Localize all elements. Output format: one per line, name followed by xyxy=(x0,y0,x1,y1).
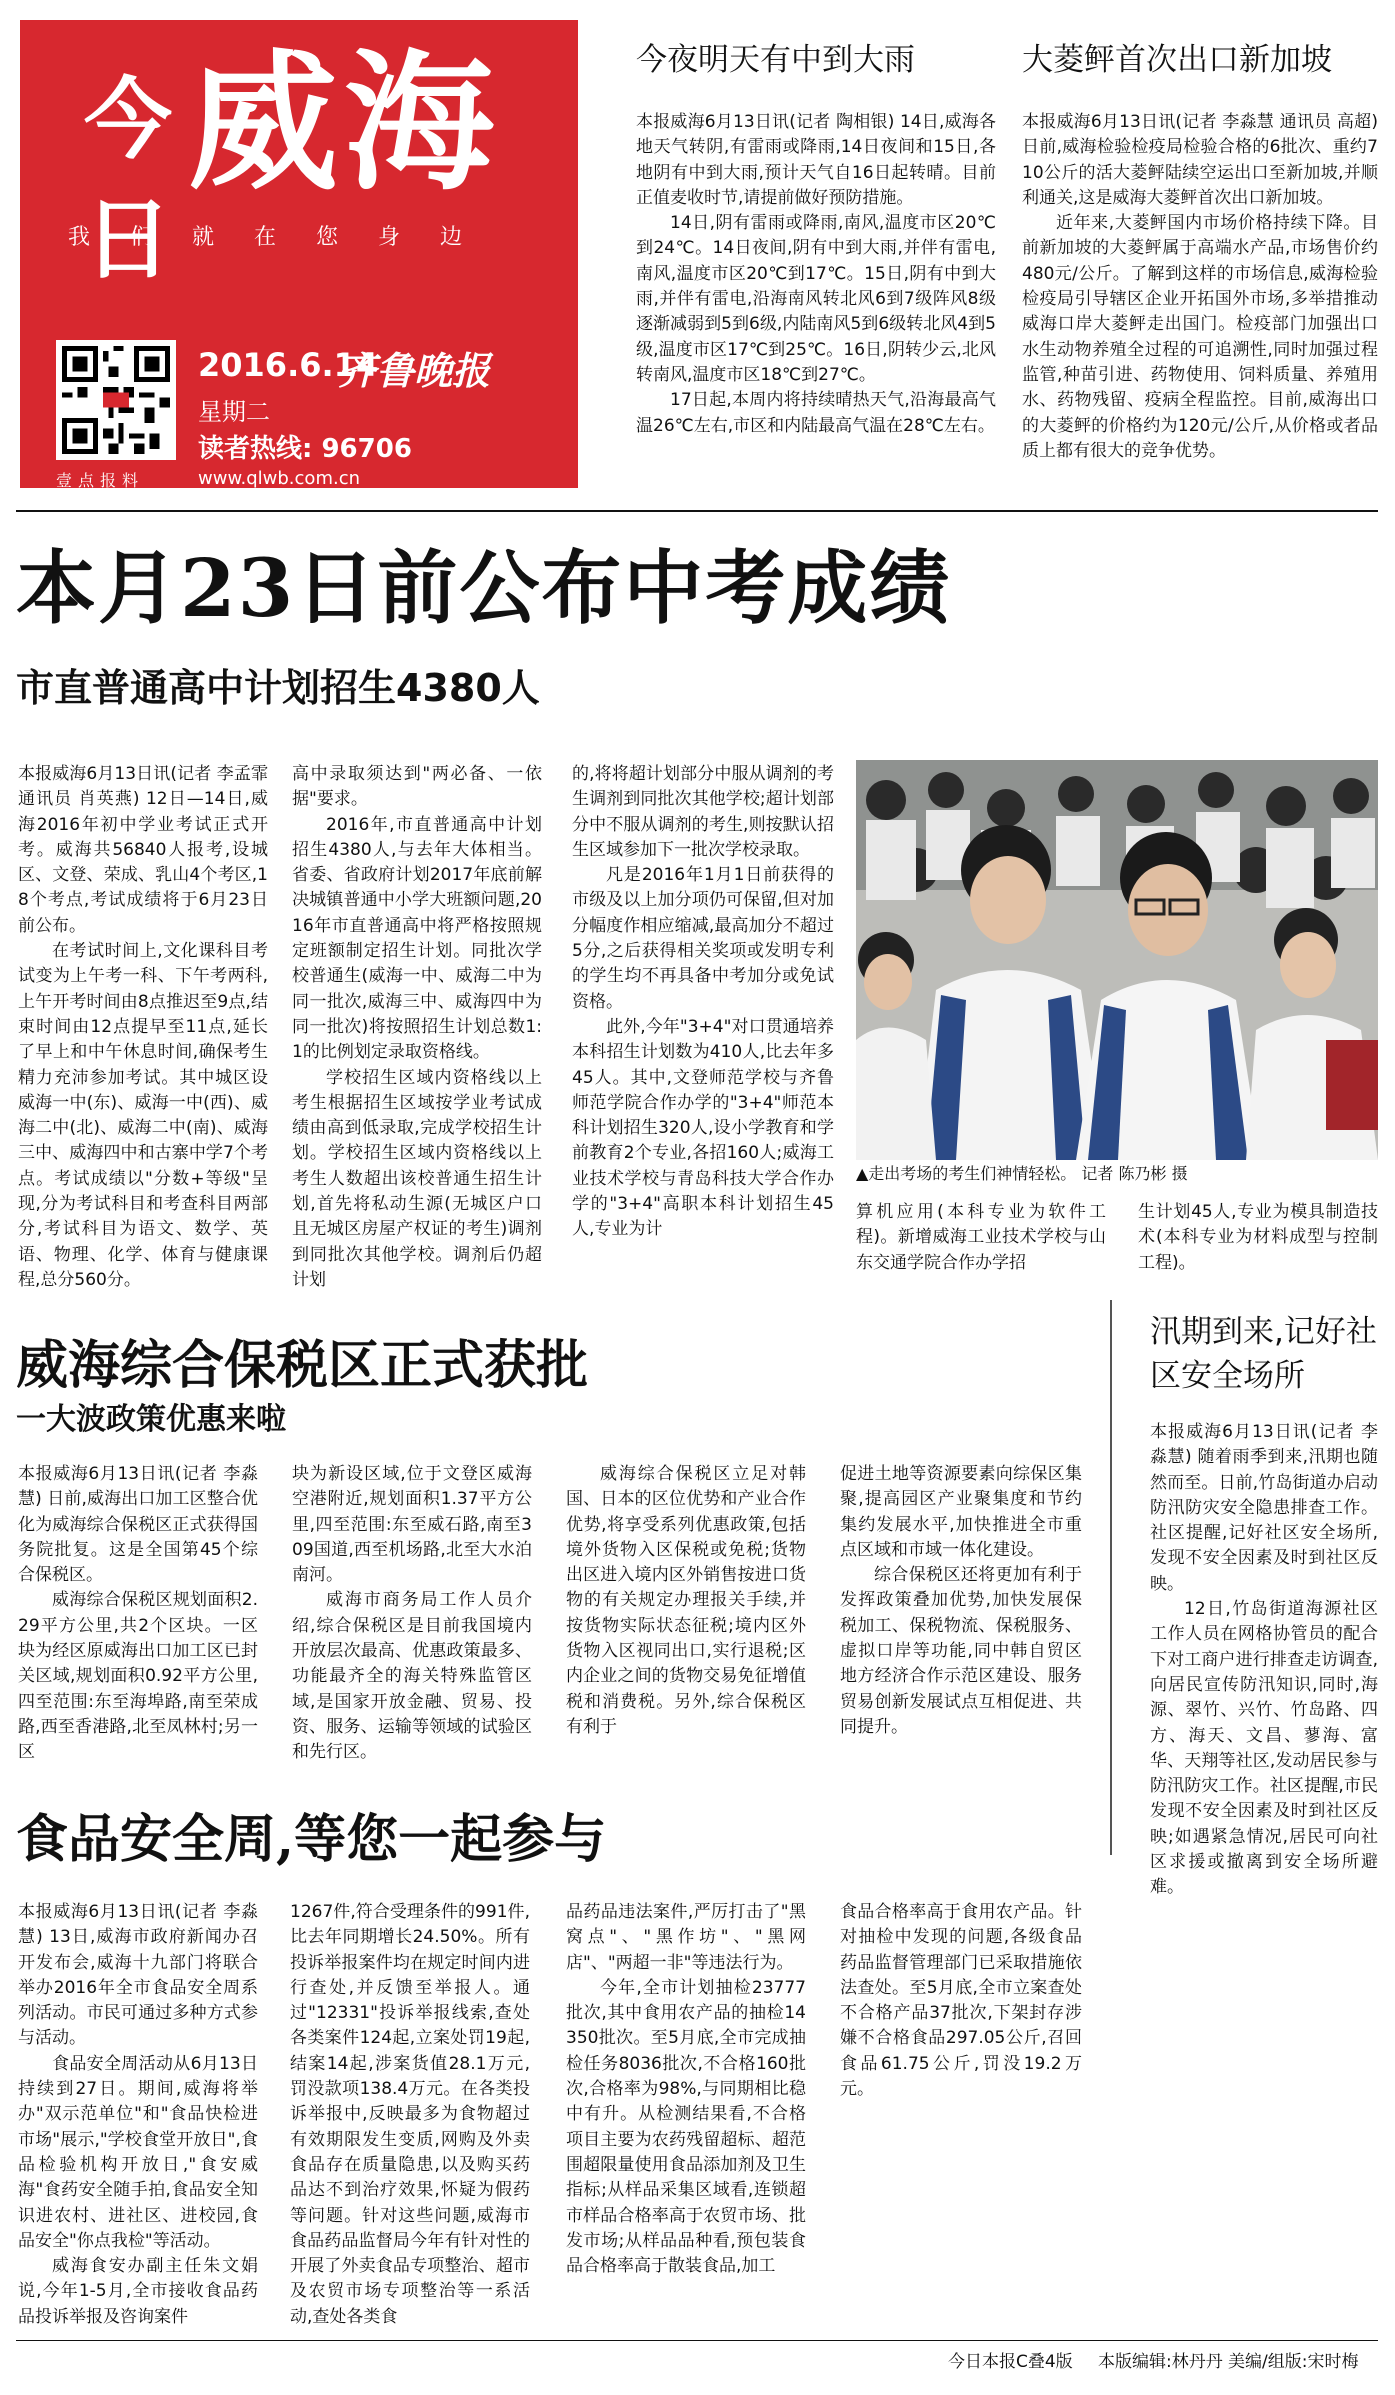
flood-paragraph: 本报威海6月13日讯(记者 李淼慧) 随着雨季到来,汛期也随然而至。日前,竹岛街道办启动防汛防灾安全隐患排查工作。社区提醒,记好社区安全场所,发现不安全因素及时到社区反映。 xyxy=(1150,1422,1378,1594)
section-divider xyxy=(16,510,1378,512)
food-article-column xyxy=(566,1900,806,2325)
turbot-paragraph: 近年来,大菱鲆国内市场价格持续下降。目前新加坡的大菱鲆属于高端水产品,市场售价约480元/公斤。了解到这样的市场信息,威海检验检疫局引导辖区企业开拓国外市场,多举措推动威海口岸大菱鲆走出国门。检疫部门加强出口水生动物养殖全过程的可追溯性,同时加强过程监管,种苗引进、药物使用、饲料质量、养殖用水、药物残留、疫病全程监控。目前,威海出口的大菱鲆的价格约为120元/公斤,从价格或者品质上都有很大的竞争优势。 xyxy=(1022,213,1378,461)
exam-paragraph: 的,将将超计划部分中服从调剂的考生调剂到同批次其他学校;超计划部分中不服从调剂的考生,则按默认招生区域参加下一批次学校录取。 xyxy=(572,764,834,860)
bonded-paragraph: 促进土地等资源要素向综保区集聚,提高园区产业聚集度和节约集约发展水平,加快推进全市重点区域和市域一体化建设。 xyxy=(840,1464,1082,1560)
qr-code-icon[interactable] xyxy=(56,340,176,460)
exam-paragraph: 此外,今年"3+4"对口贯通培养本科招生计划数为410人,比去年多45人。其中,文登师范学校与齐鲁师范学院合作办学的"3+4"师范本科计划招生320人,设小学教育和学前教育2个专业,各招160人;威海工业技术学校与青岛科技大学合作办学的"3+4"高职本科计划招生45人,专业为计 xyxy=(572,1016,834,1240)
bonded-paragraph: 威海市商务局工作人员介绍,综合保税区是目前我国境内开放层次最高、优惠政策最多、功能最齐全的海关特殊监管区域,是国家开放金融、贸易、投资、服务、运输等领域的试验区和先行区。 xyxy=(292,1590,532,1763)
weather-paragraph: 17日起,本周内将持续晴热天气,沿海最高气温26℃左右,市区和内陆最高气温在28℃左右。 xyxy=(636,390,996,436)
weather-paragraph: 14日,阴有雷雨或降雨,南风,温度市区20℃到24℃。14日夜间,阴有中到大雨,并伴有雷电,南风,温度市区20℃到17℃。15日,阴有中到大雨,并伴有雷电,沿海南风转北风6到7级阵风8级逐渐减弱到5到6级,内陆南风5到6级转北风4到5级,温度市区17℃到25℃。16日,阴转少云,北风转南风,温度市区18℃到27℃。 xyxy=(636,213,996,385)
exam-article-column xyxy=(18,762,268,1290)
exam-paragraph: 生计划45人,专业为模具制造技术(本科专业为材料成型与控制工程)。 xyxy=(1138,1202,1378,1273)
bonded-article-column xyxy=(292,1462,532,1762)
newspaper-name: 威海 xyxy=(188,35,501,211)
bonded-paragraph: 威海综合保税区规划面积2.29平方公里,共2个区块。一区块为经区原威海出口加工区已封关区域,规划面积0.92平方公里,四至范围:东至海埠路,南至荣成路,西至香港路,北至凤林村;另一区 xyxy=(18,1590,258,1763)
bonded-article-column xyxy=(566,1462,806,1762)
turbot-article xyxy=(1022,110,1378,490)
food-paragraph: 食品合格率高于食用农产品。针对抽检中发现的问题,各级食品药品监督管理部门已采取措施依法查处。至5月底,全市立案查处不合格产品37批次,下架封存涉嫌不合格食品297.05公斤,召回食品61.75公斤,罚没19.2万元。 xyxy=(840,1902,1082,2100)
flood-article xyxy=(1150,1420,1378,1898)
page-label: 今日本报C叠4版 xyxy=(948,2352,1073,2372)
food-article-column xyxy=(290,1900,530,2325)
exam-paragraph: 高中录取须达到"两必备、一依据"要求。 xyxy=(292,764,542,810)
exam-paragraph: 本报威海6月13日讯(记者 李孟霏 通讯员 肖英燕) 12日—14日,威海2016年初中学业考试正式开考。威海共56840人报考,设城区、文登、荣成、乳山4个考区,18个考点,考试成绩将于6月23日前公布。 xyxy=(18,764,268,936)
food-paragraph: 品药品违法案件,严厉打击了"黑窝点"、"黑作坊"、"黑网店"、"两超一非"等违法行为。 xyxy=(566,1902,806,1973)
bonded-article-column xyxy=(18,1462,258,1762)
editor-credit: 本版编辑:林丹丹 xyxy=(1098,2352,1223,2372)
bonded-article-column xyxy=(840,1462,1082,1762)
designer-credit: 美编/组版:宋时梅 xyxy=(1228,2352,1359,2372)
slogan: 我们就在您身边 xyxy=(68,225,503,250)
footer-rule xyxy=(16,2340,1378,2341)
main-subheadline: 市直普通高中计划招生4380人 xyxy=(16,666,540,710)
exam-paragraph: 算机应用(本科专业为软件工程)。新增威海工业技术学校与山东交通学院合作办学招 xyxy=(856,1202,1106,1273)
food-paragraph: 本报威海6月13日讯(记者 李淼慧) 13日,威海市政府新闻办召开发布会,威海十九部门将联合举办2016年全市食品安全周系列活动。市民可通过多种方式参与活动。 xyxy=(18,1902,258,2049)
turbot-paragraph: 本报威海6月13日讯(记者 李淼慧 通讯员 高超) 日前,威海检验检疫局检验合格的6批次、重约710公斤的活大菱鲆陆续空运出口至新加坡,并顺利通关,这是威海大菱鲆首次出口新加坡。 xyxy=(1022,112,1378,208)
bonded-zone-subheadline: 一大波政策优惠来啦 xyxy=(16,1402,286,1437)
food-paragraph: 威海食安办副主任朱文娟说,今年1-5月,全市接收食品药品投诉举报及咨询案件 xyxy=(18,2256,258,2327)
exam-paragraph: 凡是2016年1月1日前获得的市级及以上加分项仍可保留,但对加分幅度作相应缩减,最高加分不超过5分,之后获得相关奖项或发明专利的学生均不再具备中考加分或免试资格。 xyxy=(572,865,834,1012)
exam-paragraph: 在考试时间上,文化课科目考试变为上午考一科、下午考两科,上午开考时间由8点推迟至9点,结束时间由12点提早至11点,延长了早上和中午休息时间,确保考生精力充沛参加考试。其中城区设威海一中(东)、威海一中(西)、威海二中(北)、威海二中(南)、威海三中、威海四中和古寨中学7个考点。考试成绩以"分数+等级"呈现,分为考试科目和考查科目两部分,考试科目为语文、数学、英语、物理、化学、体育与健康课程,总分560分。 xyxy=(18,941,268,1290)
weather-headline: 今夜明天有中到大雨 xyxy=(636,42,915,78)
weather-paragraph: 本报威海6月13日讯(记者 陶相银) 14日,威海各地天气转阴,有雷雨或降雨,14日夜间和15日,各地阴有中到大雨,预计天气自16日起转晴。目前正值麦收时节,请提前做好预防措施。 xyxy=(636,112,996,208)
food-paragraph: 今年,全市计划抽检23777批次,其中食用农产品的抽检14350批次。至5月底,全市完成抽检任务8036批次,不合格160批次,合格率为98%,与同期相比稳中有升。从检测结果看,不合格项目主要为农药残留超标、超范围超限量使用食品添加剂及卫生指标;从样品采集区域看,连锁超市样品合格率高于农贸市场、批发市场;从样品品种看,预包装食品合格率高于散装食品,加工 xyxy=(566,1977,806,2277)
main-headline: 本月23日前公布中考成绩 xyxy=(16,541,952,635)
bonded-paragraph: 块为新设区域,位于文登区威海空港附近,规划面积1.37平方公里,四至范围:东至威石路,南至309国道,西至机场路,北至大水泊南河。 xyxy=(292,1464,532,1586)
bonded-paragraph: 本报威海6月13日讯(记者 李淼慧) 日前,威海出口加工区整合优化为威海综合保税区正式获得国务院批复。这是全国第45个综合保税区。 xyxy=(18,1464,258,1586)
bonded-paragraph: 威海综合保税区立足对韩国、日本的区位优势和产业合作优势,将享受系列优惠政策,包括境外货物入区保税或免税;货物出区进入境内区外销售按进口货物的有关规定办理报关手续,并按货物实际状态征税;境内区外货物入区视同出口,实行退税;区内企业之间的货物交易免征增值税和消费税。另外,综合保税区有利于 xyxy=(566,1464,806,1737)
exam-article-column xyxy=(572,762,834,1282)
flood-paragraph: 12日,竹岛街道海源社区工作人员在网格协管员的配合下对工商户进行排查走访调查,向居民宣传防汛知识,同时,海源、翠竹、兴竹、竹岛路、四方、海天、文昌、蓼海、富华、天翔等社区,发动居民参与防汛防灾工作。社区提醒,市民发现不安全因素及时到社区反映;如遇紧急情况,居民可向社区求援或撤离到安全场所避难。 xyxy=(1150,1599,1378,1898)
food-paragraph: 食品安全周活动从6月13日持续到27日。期间,威海将举办"双示范单位"和"食品快检进市场"展示,"学校食堂开放日",食品检验机构开放日,"食安威海"食药安全随手拍,食品安全知识进农村、进社区、进校园,食品安全"你点我检"等活动。 xyxy=(18,2053,258,2251)
food-safety-headline: 食品安全周,等您一起参与 xyxy=(16,1809,607,1870)
exam-students-photo xyxy=(856,760,1378,1160)
bonded-paragraph: 综合保税区还将更加有利于发挥政策叠加优势,加快发展保税加工、保税物流、保税服务、虚拟口岸等功能,同中韩自贸区地方经济合作示范区建设、服务贸易创新发展试点互相促进、共同提升。 xyxy=(840,1565,1082,1737)
food-article-column xyxy=(18,1900,258,2325)
food-article-column xyxy=(840,1900,1082,2200)
weather-article xyxy=(636,110,996,490)
exam-paragraph: 2016年,市直普通高中计划招生4380人,与去年大体相当。省委、省政府计划2017年底前解决城镇普通中小学大班额问题,2016年市直普通高中将严格按照规定班额制定招生计划。同批次学校普通生(威海一中、威海二中为同一批次,威海三中、威海四中为同一批次)将按照招生计划总数1:1的比例划定录取资格线。 xyxy=(292,814,542,1063)
exam-article-column xyxy=(292,762,542,1290)
issue-weekday: 星期二 xyxy=(198,398,270,426)
qr-caption: 壹点报料 xyxy=(56,471,145,490)
logo-mark: 今日 xyxy=(83,68,172,291)
food-paragraph: 1267件,符合受理条件的991件,比去年同期增长24.50%。所有投诉举报案件均在规定时间内进行查处,并反馈至举报人。通过"12331"投诉举报线索,查处各类案件124起,立案处罚19起,结案14起,涉案货值28.1万元,罚没款项138.4万元。在各类投诉举报中,反映最多为食物超过有效期限发生变质,网购及外卖食品存在质量隐患,以及购买药品达不到治疗效果,怀疑为假药等问题。针对这些问题,威海市食品药品监督局今年有针对性的开展了外卖食品专项整治、超市及农贸市场专项整治等一系活动,查处各类食 xyxy=(290,1902,530,2327)
reader-hotline: 读者热线: 96706 xyxy=(198,434,412,464)
photo-caption: ▲走出考场的考生们神情轻松。 记者 陈乃彬 摄 xyxy=(856,1164,1188,1183)
brand-logo: 齐鲁晚报 xyxy=(338,348,491,393)
exam-article-column xyxy=(856,1200,1106,1280)
turbot-headline: 大菱鲆首次出口新加坡 xyxy=(1022,42,1332,78)
issue-date: 2016.6.14 xyxy=(198,346,379,384)
masthead xyxy=(20,20,578,488)
website-link[interactable]: www.qlwb.com.cn xyxy=(198,468,360,489)
exam-article-column xyxy=(1138,1200,1378,1280)
exam-paragraph: 学校招生区域内资格线以上考生根据招生区域按学业考试成绩由高到低录取,完成学校招生计划。学校招生区域内资格线以上考生人数超出该校普通生招生计划,首先将私动生源(无城区户口且无城区房屋产权证的考生)调剂到同批次其他学校。调剂后仍超计划 xyxy=(292,1067,542,1290)
flood-headline: 汛期到来,记好社区安全场所 xyxy=(1150,1314,1377,1394)
sidebar-divider xyxy=(1110,1300,1112,1855)
bonded-zone-headline: 威海综合保税区正式获批 xyxy=(16,1335,589,1396)
